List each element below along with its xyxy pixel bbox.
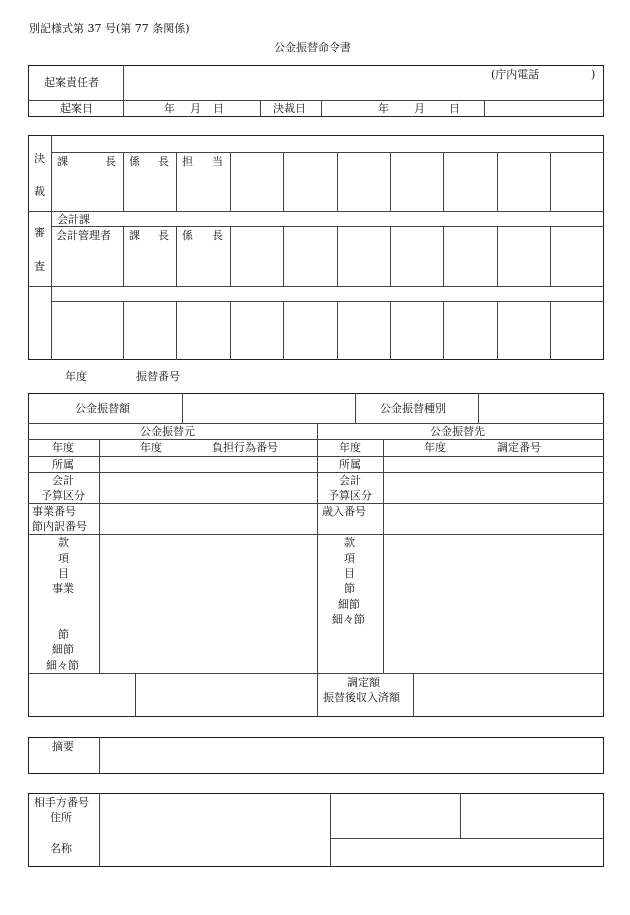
assessment-no-label: 調定番号 <box>497 441 541 454</box>
to-ko-label: 項 <box>344 552 355 565</box>
decision-date-label: 決裁日 <box>273 102 306 115</box>
from-kan-label: 款 <box>58 536 69 549</box>
party-address-label: 住所 <box>50 811 72 824</box>
kakari-label-2b: 長 <box>212 229 223 242</box>
from-nendo-col: 年度 <box>140 441 162 454</box>
setsu-no-label: 節内訳番号 <box>32 520 87 533</box>
fiscal-year-label: 年度 <box>65 370 87 383</box>
party-name-label: 名称 <box>50 842 72 855</box>
kakari-label-2: 長 <box>158 155 169 168</box>
kacho-label-2: 長 <box>105 155 116 168</box>
draft-date-label: 起案日 <box>60 102 93 115</box>
party-number-label: 相手方番号 <box>34 796 89 809</box>
chotei-gaku-label: 調定額 <box>347 676 380 689</box>
transfer-type-label: 公金振替種別 <box>380 402 446 415</box>
draft-day: 日 <box>213 102 224 115</box>
decision-year: 年 <box>378 102 389 115</box>
tel-close: ) <box>591 68 596 81</box>
transfer-to-label: 公金振替先 <box>430 425 485 438</box>
responsible-label: 起案責任者 <box>44 76 99 89</box>
kacho-label-1b: 課 <box>129 229 140 242</box>
kaikeika-label: 会計課 <box>57 213 90 226</box>
decision-month: 月 <box>414 102 425 115</box>
to-nendo-col: 年度 <box>424 441 446 454</box>
from-yosan-label: 予算区分 <box>41 489 85 502</box>
draft-month: 月 <box>190 102 201 115</box>
shinsa-label-1: 審 <box>34 226 45 239</box>
tanto-label-1: 担 <box>182 155 193 168</box>
to-moku-label: 目 <box>344 567 355 580</box>
page-title: 公金振替命令書 <box>274 41 351 54</box>
kakari-label-1b: 係 <box>182 229 193 242</box>
shinsa-label-2: 査 <box>34 260 45 273</box>
transfer-from-label: 公金振替元 <box>140 425 195 438</box>
from-jigyo-label: 事業 <box>52 582 74 595</box>
kaikei-kanrisha-label: 会計管理者 <box>56 229 111 242</box>
to-nendo-label: 年度 <box>339 441 361 454</box>
jigyo-no-label: 事業番号 <box>32 505 76 518</box>
to-yosan-label: 予算区分 <box>328 489 372 502</box>
from-nendo-label: 年度 <box>52 441 74 454</box>
summary-table <box>28 737 604 774</box>
to-kan-label: 款 <box>344 536 355 549</box>
from-saisetsu-label: 細節 <box>52 643 74 656</box>
transfer-number-label: 振替番号 <box>136 370 180 383</box>
decision-day: 日 <box>449 102 460 115</box>
to-shozoku-label: 所属 <box>339 458 361 471</box>
tel-label: (庁内電話 <box>491 68 540 81</box>
sainyu-no-label: 歳入番号 <box>322 505 366 518</box>
kessai-label-2: 裁 <box>34 185 45 198</box>
from-shozoku-label: 所属 <box>52 458 74 471</box>
kakari-label-1: 係 <box>129 155 140 168</box>
draft-year: 年 <box>164 102 175 115</box>
kacho-label-1: 課 <box>57 155 68 168</box>
from-ko-label: 項 <box>58 552 69 565</box>
kessai-label-1: 決 <box>34 152 45 165</box>
after-amount-label: 振替後収入済額 <box>323 691 400 704</box>
party-table <box>28 793 604 867</box>
to-saisaisetsu-label: 細々節 <box>332 613 365 626</box>
transfer-amount-label: 公金振替額 <box>75 402 130 415</box>
kacho-label-2b: 長 <box>158 229 169 242</box>
to-setsu-label: 節 <box>344 582 355 595</box>
from-kaikei-label: 会計 <box>52 474 74 487</box>
obligation-no-label: 負担行為番号 <box>212 441 278 454</box>
to-saisetsu-label: 細節 <box>338 598 360 611</box>
tanto-label-2: 当 <box>212 155 223 168</box>
from-setsu-label: 節 <box>58 628 69 641</box>
approval-table <box>28 135 604 360</box>
summary-label: 摘要 <box>52 740 74 753</box>
from-moku-label: 目 <box>58 567 69 580</box>
form-reference: 別記様式第 37 号(第 77 条関係) <box>29 22 190 35</box>
to-kaikei-label: 会計 <box>339 474 361 487</box>
from-saisaisetsu-label: 細々節 <box>46 659 79 672</box>
